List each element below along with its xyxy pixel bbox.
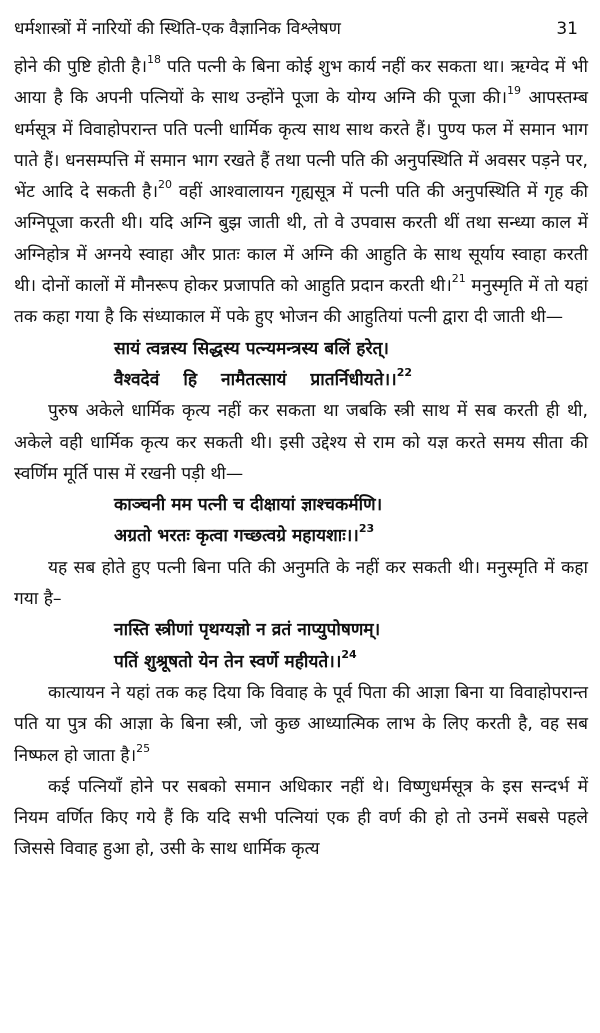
paragraph-1 — [14, 52, 588, 334]
paragraph-1-text-3: आपस्तम्ब धर्मसूत्र में विवाहोपरान्त पति पत्नी धार्मिक कृत्य साथ साथ करते हैं। पुण्य फल में समान भाग पाते हैं। धनसम्पत्ति में समान भाग रखते हैं तथा पत्नी पति की अनुपस्थिति में अवसर पड़ने पर, भेंट आदि दे सकती है। — [14, 88, 588, 203]
paragraph-1-text-2: पति पत्नी के बिना कोई शुभ कार्य नहीं कर सकता था। ऋग्वेद में भी आया है कि अपनी पत्नियों के साथ उन्होंने पूजा के योग्य अग्नि की पूजा की। — [14, 57, 588, 109]
paragraph-1-text-4: वहीं आश्वालायन गृह्यसूत्र में पत्नी पति की अनुपस्थिति में गृह की अग्निपूजा करती थी। यदि अग्नि बुझ जाती थी, तो वे उपवास करती थीं तथा सन्ध्या काल में अग्निहोत्र में अग्नये स्वाहा और प्रातः काल में अग्नि की आहुति के साथ सूर्याय स्वाहा करती थी। दोनों कालों में मौनरूप होकर प्रजापति को आहुति प्रदान करती थी। — [14, 182, 588, 297]
paragraph-3: यह सब होते हुए पत्नी बिना पति की अनुमति के नहीं कर सकती थी। मनुस्मृति में कहा गया है– — [14, 557, 588, 610]
paragraph-4-text: कात्यायन ने यहां तक कह दिया कि विवाह के पूर्व पिता की आज्ञा बिना या विवाहोपरान्त पति या पुत्र की आज्ञा के बिना स्त्री, जो कुछ आध्यात्मिक लाभ के लिए करती है, वह सब निष्फल हो जाता है। — [14, 682, 588, 766]
verse-block-1 — [14, 334, 588, 397]
verse-3-line-2 — [14, 647, 588, 678]
paragraph-4 — [14, 678, 588, 772]
verse-1-line-2 — [14, 365, 588, 396]
footnote-ref-25: 25 — [136, 741, 151, 755]
footnote-ref-20: 20 — [158, 178, 173, 192]
paragraph-2: पुरुष अकेले धार्मिक कृत्य नहीं कर सकता था जबकि स्त्री साथ में सब करती ही थी, अकेले वही धार्मिक कृत्य कर सकती थी। इसी उद्देश्य से राम को यज्ञ करते समय सीता की स्वर्णिम मूर्ति पास में रखनी पड़ी थी— — [14, 401, 588, 484]
footnote-ref-22: 22 — [396, 365, 413, 379]
page-number: 31 — [556, 19, 578, 39]
verse-block-3 — [14, 615, 588, 678]
footnote-ref-18: 18 — [147, 53, 162, 66]
paragraph-1-text-1: होने की पुष्टि होती है। — [14, 57, 148, 77]
paragraph-1-text-5: मनुस्मृति में तो यहां तक कहा गया है कि संध्याकाल में पके हुए भोजन की आहुतियां पत्नी द्वारा दी जाती थी— — [14, 276, 588, 328]
footnote-ref-24: 24 — [341, 647, 357, 661]
page-body — [14, 52, 588, 866]
verse-2-line-2-text: अग्रतो भरतः कृत्वा गच्छत्वग्रे महायशाः।। — [114, 526, 359, 547]
running-title: धर्मशास्त्रों में नारियों की स्थिति-एक वैज्ञानिक विश्लेषण — [14, 19, 341, 39]
verse-1-line-2-text: वैश्वदेवं हि नामैतत्सायं प्रातर्निधीयते।। — [114, 369, 397, 390]
footnote-ref-19: 19 — [507, 84, 522, 98]
verse-1-line-1: सायं त्वन्नस्य सिद्धस्य पत्न्यमन्त्रस्य बलिं हरेत्। — [114, 338, 389, 359]
running-header — [14, 16, 588, 52]
verse-2-line-1: काञ्चनी मम पत्नी च दीक्षायां ज्ञाश्चकर्मणि। — [114, 495, 383, 516]
verse-3-line-1: नास्ति स्त्रीणां पृथग्यज्ञो न व्रतं नाप्युपोषणम्। — [114, 620, 381, 641]
verse-3-line-2-text: पतिं शुश्रूषतो येन तेन स्वर्णे महीयते।। — [114, 651, 342, 672]
footnote-ref-23: 23 — [358, 522, 375, 536]
paragraph-5: कई पत्नियाँ होने पर सबको समान अधिकार नहीं थे। विष्णुधर्मसूत्र के इस सन्दर्भ में नियम वर्णित किए गये हैं कि यदि सभी पत्नियां एक ही वर्ण की हो तो उनमें सबसे पहले जिससे विवाह हुआ हो, उसी के साथ धार्मिक कृत्य — [14, 776, 588, 860]
verse-2-line-2 — [14, 521, 588, 552]
footnote-ref-21: 21 — [451, 272, 466, 286]
verse-block-2 — [14, 490, 588, 553]
